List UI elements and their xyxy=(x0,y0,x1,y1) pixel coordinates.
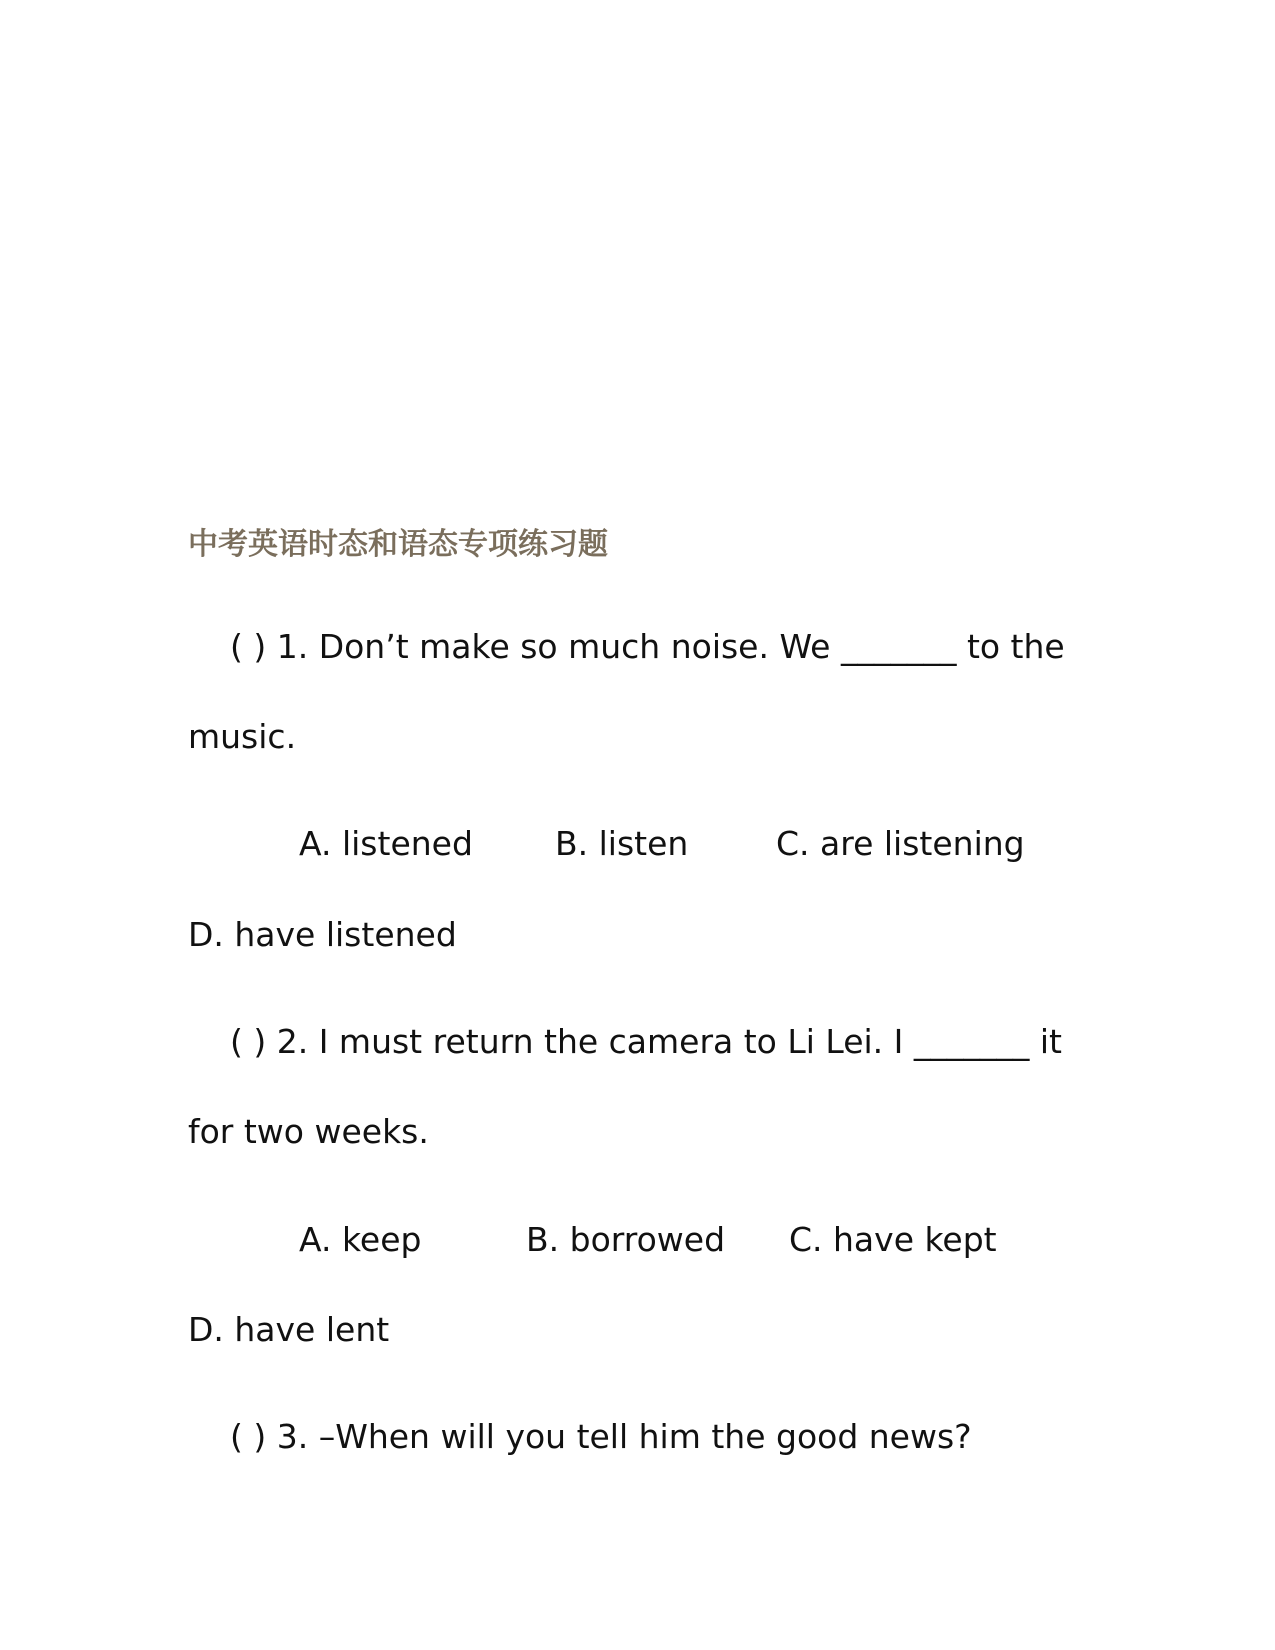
question-2-option-d: D. have lent xyxy=(188,1310,390,1349)
question-1-option-c: C. are listening xyxy=(776,824,1025,863)
question-2-option-c: C. have kept xyxy=(789,1220,997,1259)
question-2-option-a: A. keep xyxy=(299,1220,422,1259)
question-2-stem-line-2: for two weeks. xyxy=(188,1112,429,1151)
question-1-option-a: A. listened xyxy=(299,824,473,863)
question-1-option-b: B. listen xyxy=(555,824,689,863)
question-3-stem-line-1: ( ) 3. –When will you tell him the good news? xyxy=(230,1417,972,1456)
question-1-option-d: D. have listened xyxy=(188,915,457,954)
question-1-stem-line-1: ( ) 1. Don’t make so much noise. We _______ to the xyxy=(230,627,1065,666)
question-2-option-b: B. borrowed xyxy=(526,1220,726,1259)
question-2-stem-line-1: ( ) 2. I must return the camera to Li Lei. I _______ it xyxy=(230,1022,1062,1061)
question-1-stem-line-2: music. xyxy=(188,717,297,756)
document-title: 中考英语时态和语态专项练习题 xyxy=(188,527,608,562)
